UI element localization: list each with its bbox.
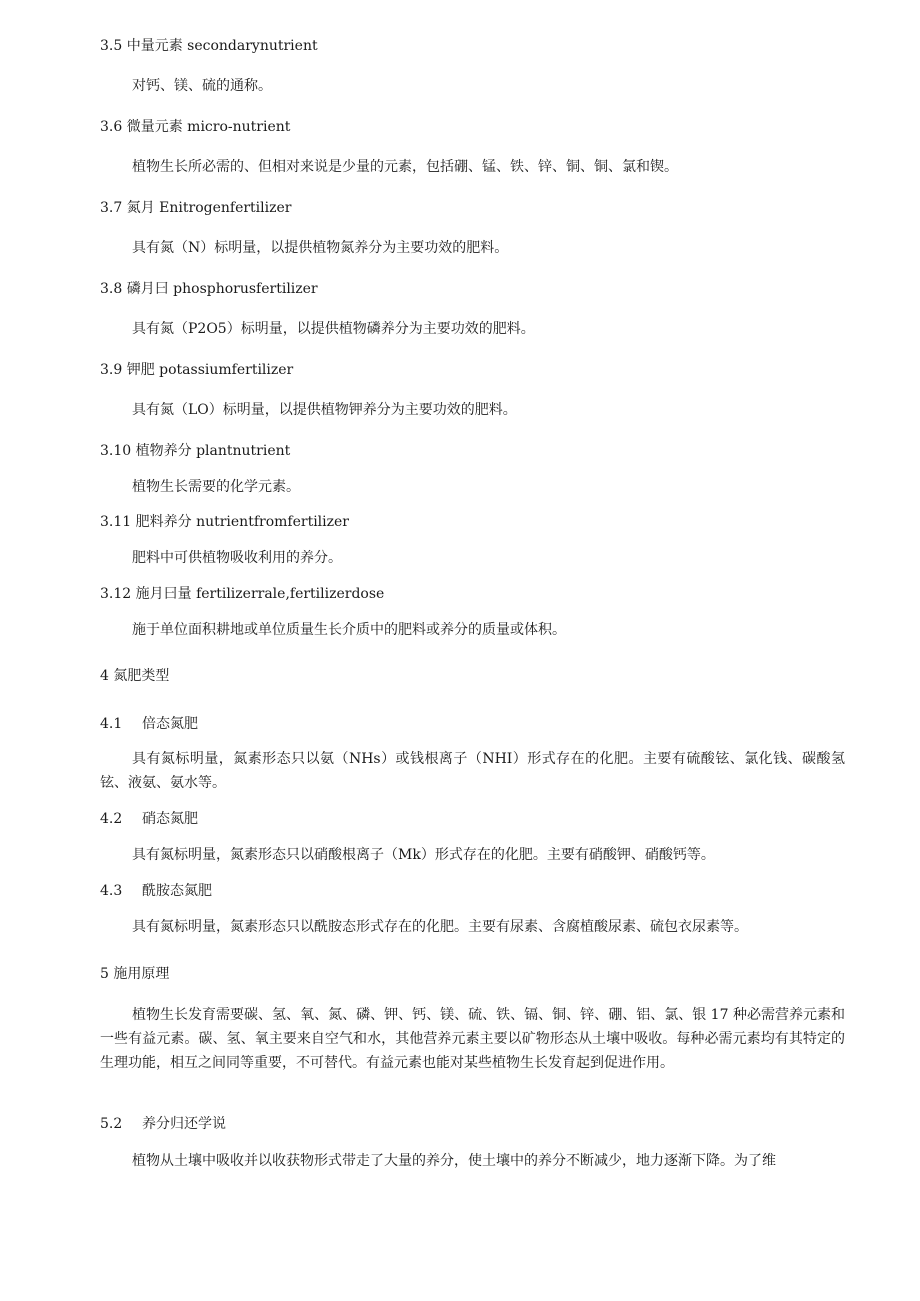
section-4-heading: 4 氮肥类型 xyxy=(100,668,170,684)
section-5-2-body: 植物从土壤中吸收并以收获物形式带走了大量的养分，使土壤中的养分不断减少，地力逐渐下降。为了维 xyxy=(132,1153,776,1169)
section-4-2-heading xyxy=(100,809,198,829)
section-title: 养分归还学说 xyxy=(142,1116,226,1132)
section-3-7-body: 具有氮（N）标明量，以提供植物氮养分为主要功效的肥料。 xyxy=(132,240,509,256)
section-3-8-heading: 3.8 磷月曰 phosphorusfertilizer xyxy=(100,281,318,297)
section-3-6-body: 植物生长所必需的、但相对来说是少量的元素，包括硼、锰、铁、锌、铜、铜、氯和锲。 xyxy=(132,159,678,175)
section-number: 4.3 xyxy=(100,883,123,899)
section-5-heading: 5 施用原理 xyxy=(100,966,170,982)
section-3-9-body: 具有氮（LO）标明量，以提供植物钾养分为主要功效的肥料。 xyxy=(132,402,517,418)
section-3-7-heading: 3.7 氮月 Enitrogenfertilizer xyxy=(100,200,292,216)
section-title: 硝态氮肥 xyxy=(142,811,198,827)
section-5-body: 植物生长发育需要碳、氢、氧、氮、磷、钾、钙、镁、硫、铁、镉、铜、锌、硼、铝、氯、银 17 种必需营养元素和一些有益元素。碳、氢、氧主要来自空气和水，其他营养元素主要以矿物形态从土壤中吸收。每种必需元素均有其特定的生理功能，相互之间同等重要，不可替代。有益元素也能对某些植物生长发育起到促进作用。 xyxy=(100,1007,845,1071)
section-3-12-body: 施于单位面积耕地或单位质量生长介质中的肥料或养分的质量或体积。 xyxy=(132,622,566,638)
section-3-5-body: 对钙、镁、硫的通称。 xyxy=(132,78,272,94)
section-4-1-heading xyxy=(100,714,198,734)
section-4-3-body: 具有氮标明量，氮素形态只以酰胺态形式存在的化肥。主要有尿素、含腐植酸尿素、硫包衣尿素等。 xyxy=(132,919,748,935)
section-3-9-heading: 3.9 钾肥 potassiumfertilizer xyxy=(100,362,294,378)
section-3-11-heading: 3.11 肥料养分 nutrientfromfertilizer xyxy=(100,514,349,530)
section-number: 5.2 xyxy=(100,1116,123,1132)
section-3-5-heading: 3.5 中量元素 secondarynutrient xyxy=(100,38,318,54)
section-3-10-body: 植物生长需要的化学元素。 xyxy=(132,479,300,495)
section-4-1-body: 具有氮标明量，氮素形态只以氨（NHs）或钱根离子（NHI）形式存在的化肥。主要有硫酸铉、氯化钱、碳酸氢铉、液氨、氨水等。 xyxy=(100,751,845,791)
section-title: 倍态氮肥 xyxy=(142,716,198,732)
section-4-3-heading xyxy=(100,881,212,901)
section-number: 4.1 xyxy=(100,716,123,732)
section-3-10-heading: 3.10 植物养分 plantnutrient xyxy=(100,443,291,459)
section-3-12-heading: 3.12 施月曰量 fertilizerrale,fertilizerdose xyxy=(100,586,385,602)
section-number: 4.2 xyxy=(100,811,123,827)
section-3-6-heading: 3.6 微量元素 micro-nutrient xyxy=(100,119,291,135)
section-3-11-body: 肥料中可供植物吸收利用的养分。 xyxy=(132,550,342,566)
section-title: 酰胺态氮肥 xyxy=(142,883,212,899)
section-4-2-body: 具有氮标明量，氮素形态只以硝酸根离子（Mk）形式存在的化肥。主要有硝酸钾、硝酸钙等。 xyxy=(132,847,715,863)
section-5-2-heading xyxy=(100,1114,226,1134)
section-3-8-body: 具有氮（P2O5）标明量，以提供植物磷养分为主要功效的肥料。 xyxy=(132,321,535,337)
